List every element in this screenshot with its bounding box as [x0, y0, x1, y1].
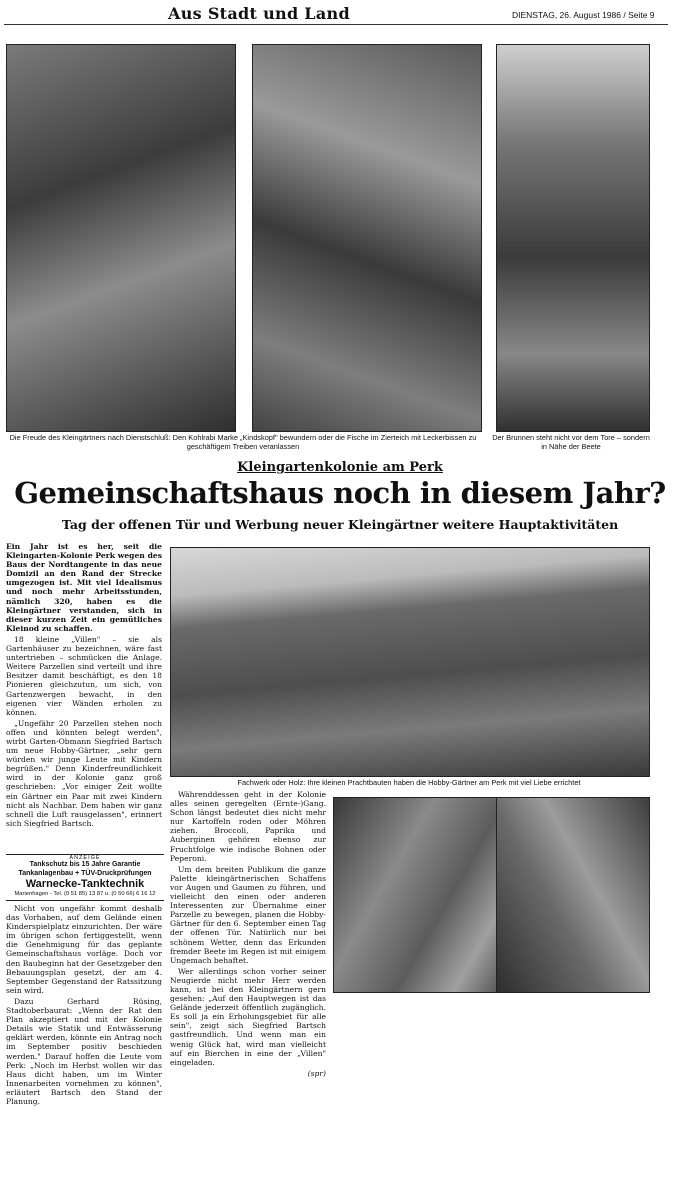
section-title: Aus Stadt und Land [168, 4, 350, 23]
photo-garden-colony [170, 547, 650, 777]
article-column-1 [6, 542, 162, 830]
article-column-1b [6, 904, 162, 1108]
byline: (spr) [307, 1068, 326, 1078]
article-headline: Gemeinschaftshaus noch in diesem Jahr? [14, 476, 666, 510]
dateline: DIENSTAG, 26. August 1986 / Seite 9 [512, 10, 655, 20]
header-rule [4, 24, 668, 25]
paragraph: „Ungefähr 20 Parzellen stehen noch offen und könnten belegt werden", wirbt Garten-Obmann Siegfried Bartsch um neue Hobby-Gärtner, „sehr gern würden wir junge Leute mit Kindern begrüßen." Denn Kinderfreundlichkeit wird in der Kolonie ganz groß geschrieben: „Vor einiger Zeit wollte ein Gärtner ein Paar mit zwei Kindern nicht als Nachbar. Dem haben wir ganz schnell die Luft rausgelassen", erinnert sich Siegfried Bartsch. [6, 718, 162, 828]
photo-vegetables [496, 797, 650, 993]
photo-gardener-kohlrabi [6, 44, 236, 432]
lead-paragraph: Ein Jahr ist es her, seit die Kleingarten-Kolonie Perk wegen des Baus der Nordtangente in das neue Domizil an den Rand der Strecke umgezogen ist. Mit viel Idealismus und noch mehr Arbeitsstunden, nämlich 320, haben es die Kleingärtner verstanden, sich in dieser kurzen Zeit ein gemütliches Kleinod zu schaffen. [6, 542, 162, 633]
caption-top-right: Der Brunnen steht nicht vor dem Tore – sondern in Nähe der Beete [492, 433, 650, 451]
caption-middle: Fachwerk oder Holz: Ihre kleinen Prachtbauten haben die Hobby-Gärtner am Perk mit viel Liebe errichtet [237, 778, 581, 787]
ad-label: ANZEIGE [69, 855, 101, 861]
paragraph: Nicht von ungefähr kommt deshalb das Vorhaben, auf dem Gelände einen Kinderspielplatz einzurichten. Der wäre im übrigen schon fertiggestellt, wenn die Genehmigung für das geplante Gemeinschaftshaus vorläge. Doch vor den Baubeginn hat der Gesetzgeber den Bebauungsplan gesetzt, der am 4. September Gegenstand der Ratssitzung sein wird. [6, 904, 162, 995]
paragraph: 18 kleine „Villen" – sie als Gartenhäuser zu bezeichnen, wäre fast untertrieben – schmücken die Anlage. Weitere Parzellen sind verteilt und ihre Besitzer damit beschäftigt, es den 18 Pionieren gleichzutun, um sich, von Gartenzwergen bewacht, in den eigenen vier Wänden erholen zu können. [6, 634, 162, 717]
ad-line-2: Tankanlagenbau + TÜV-Druckprüfungen [18, 869, 152, 877]
article-kicker [0, 460, 680, 475]
paragraph: Dazu Gerhard Rüsing, Stadtoberbaurat: „Wenn der Rat den Plan akzeptiert und mit der Kolonie Details wie Statik und Entwässerung geklärt werden, könnte ein Antrag noch im September positiv beschieden werden." Darauf hoffen die Leute vom Perk: „Noch im Herbst wollen wir das Haus dicht haben, um im Winter Innenarbeiten vornehmen zu können", erläutert Bartsch den Stand der Planung. [6, 996, 162, 1106]
paragraph: Währenddessen geht in der Kolonie alles seinen geregelten (Ernte-)Gang. Schon längst bedeutet dies nicht mehr nur Kartoffeln roden oder Möhren ziehen. Broccoli, Paprika und Auberginen gehören ebenso zur Fruchtfolge wie indische Bohnen oder Peperoni. [170, 790, 326, 863]
photo-pond [252, 44, 482, 432]
advertisement [6, 854, 164, 901]
caption-top-main: Die Freude des Kleingärtners nach Dienstschluß: Den Kohlrabi Marke „Kindskopf" bewundern oder die Fische im Zierteich mit Leckerbissen zu geschäftigem Treiben veranlassen [9, 433, 477, 451]
photo-painting-shed [333, 797, 512, 993]
ad-company: Warnecke-Tanktechnik [25, 878, 145, 890]
kicker-text: Kleingartenkolonie am Perk [237, 460, 443, 475]
article-column-2 [170, 790, 326, 1078]
ad-address: Marienhagen - Tel. (0 51 85) 13 87 u. (0 50 66) 6 16 12 [14, 891, 156, 897]
ad-line-1: Tankschutz bis 15 Jahre Garantie [29, 861, 141, 868]
paragraph: Um dem breiten Publikum die ganze Palette kleingärtnerischen Schaffens vor Augen und Gaumen zu führen, und vielleicht den einen oder anderen Interessenten zur Übernahme einer Parzelle zu bewegen, planen die Hobby-Gärtner für den 6. September einen Tag der offenen Tür. Natürlich nur bei schönem Wetter, denn das Erkunden fremder Beete im Regen ist mit einigem Ungemach behaftet. [170, 864, 326, 965]
article-subhead: Tag der offenen Tür und Werbung neuer Kleingärtner weitere Hauptaktivitäten [61, 517, 619, 532]
paragraph: Wer allerdings schon vorher seiner Neugierde nicht mehr Herr werden kann, ist bei den Kleingärtnern gern gesehen: „Auf den Hauptwegen ist das Gelände jederzeit öffentlich zugänglich. Es soll ja ein Erholungsgebiet für alle sein", zeigt sich Siegfried Bartsch gastfreundlich. Und wenn man ein wenig Glück hat, wird man vielleicht auf ein Bierchen in eine der „Villen" eingeladen. [170, 966, 326, 1067]
photo-well [496, 44, 650, 432]
